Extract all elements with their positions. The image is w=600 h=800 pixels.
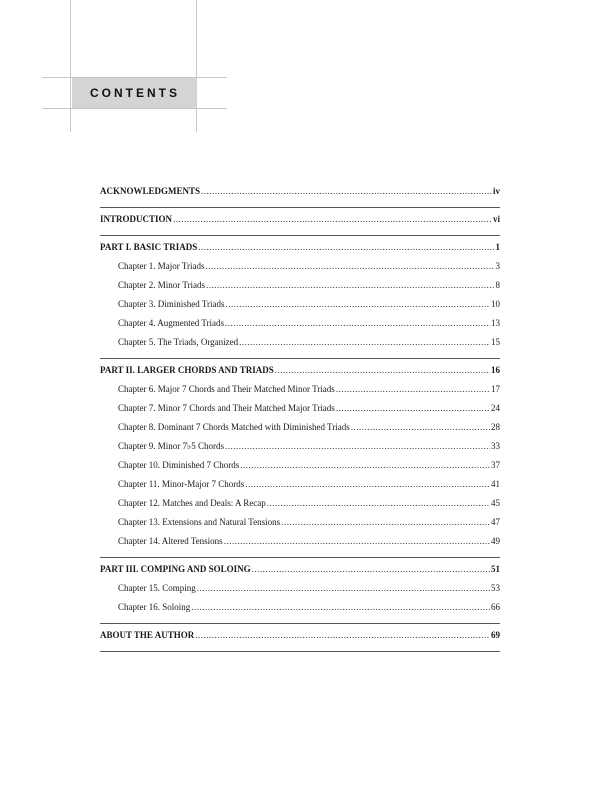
toc-chapter-entry[interactable] bbox=[100, 318, 500, 337]
dot-leader bbox=[206, 261, 495, 271]
toc-entry-label: Chapter 8. Dominant 7 Chords Matched with Diminished Triads bbox=[118, 422, 350, 432]
toc-entry-label: Chapter 5. The Triads, Organized bbox=[118, 337, 239, 347]
toc-section bbox=[100, 630, 500, 652]
toc-chapter-entry[interactable] bbox=[100, 479, 500, 498]
dot-leader bbox=[281, 517, 490, 527]
dot-leader bbox=[275, 365, 490, 375]
dot-leader bbox=[245, 479, 490, 489]
dot-leader bbox=[173, 214, 492, 224]
toc-entry-label: INTRODUCTION bbox=[100, 214, 173, 224]
dot-leader bbox=[225, 441, 490, 451]
toc-entry-page-number: 16 bbox=[491, 365, 500, 375]
toc-chapter-entry[interactable] bbox=[100, 299, 500, 318]
toc-chapter-entry[interactable] bbox=[100, 583, 500, 602]
toc-entry-page-number: 66 bbox=[491, 602, 500, 612]
toc-entry-page-number: 47 bbox=[491, 517, 500, 527]
toc-section bbox=[100, 186, 500, 208]
toc-entry-page-number: 10 bbox=[491, 299, 500, 309]
toc-entry-label: Chapter 13. Extensions and Natural Tensions bbox=[118, 517, 281, 527]
toc-chapter-entry[interactable] bbox=[100, 403, 500, 422]
dot-leader bbox=[198, 242, 494, 252]
toc-entry-page-number: 1 bbox=[495, 242, 500, 252]
dot-leader bbox=[224, 536, 490, 546]
toc-entry-label: Chapter 4. Augmented Triads bbox=[118, 318, 224, 328]
crop-line-vertical-1 bbox=[70, 0, 71, 132]
toc-entry-label: ABOUT THE AUTHOR bbox=[100, 630, 195, 640]
toc-entry-label: PART III. COMPING AND SOLOING bbox=[100, 564, 251, 574]
toc-entry-page-number: 24 bbox=[491, 403, 500, 413]
dot-leader bbox=[201, 186, 492, 196]
toc-chapter-entry[interactable] bbox=[100, 536, 500, 555]
dot-leader bbox=[226, 299, 490, 309]
toc-entry-label: Chapter 11. Minor-Major 7 Chords bbox=[118, 479, 245, 489]
toc-part-entry[interactable] bbox=[100, 214, 500, 233]
toc-section bbox=[100, 564, 500, 624]
crop-line-horizontal-2 bbox=[42, 108, 227, 109]
toc-entry-page-number: 53 bbox=[491, 583, 500, 593]
toc-entry-label: Chapter 16. Soloing bbox=[118, 602, 191, 612]
toc-section bbox=[100, 242, 500, 359]
dot-leader bbox=[267, 498, 490, 508]
toc-entry-page-number: 37 bbox=[491, 460, 500, 470]
toc-part-entry[interactable] bbox=[100, 365, 500, 384]
toc-part-entry[interactable] bbox=[100, 564, 500, 583]
toc-chapter-entry[interactable] bbox=[100, 498, 500, 517]
toc-chapter-entry[interactable] bbox=[100, 384, 500, 403]
dot-leader bbox=[239, 337, 490, 347]
toc-entry-page-number: vi bbox=[492, 214, 500, 224]
toc-entry-label: Chapter 14. Altered Tensions bbox=[118, 536, 223, 546]
toc-entry-label: PART I. BASIC TRIADS bbox=[100, 242, 198, 252]
toc-chapter-entry[interactable] bbox=[100, 602, 500, 621]
dot-leader bbox=[240, 460, 490, 470]
dot-leader bbox=[206, 280, 494, 290]
toc-chapter-entry[interactable] bbox=[100, 441, 500, 460]
toc-chapter-entry[interactable] bbox=[100, 460, 500, 479]
toc-entry-page-number: 3 bbox=[495, 261, 500, 271]
toc-entry-label: Chapter 1. Major Triads bbox=[118, 261, 205, 271]
crop-line-vertical-2 bbox=[196, 0, 197, 132]
dot-leader bbox=[336, 384, 490, 394]
toc-chapter-entry[interactable] bbox=[100, 280, 500, 299]
toc-entry-page-number: 45 bbox=[491, 498, 500, 508]
toc-entry-label: Chapter 15. Comping bbox=[118, 583, 196, 593]
page-title: CONTENTS bbox=[90, 86, 180, 100]
toc-entry-label: Chapter 2. Minor Triads bbox=[118, 280, 206, 290]
table-of-contents bbox=[100, 186, 500, 658]
toc-entry-label: Chapter 9. Minor 7♭5 Chords bbox=[118, 441, 224, 451]
toc-entry-label: Chapter 10. Diminished 7 Chords bbox=[118, 460, 240, 470]
toc-entry-label: PART II. LARGER CHORDS AND TRIADS bbox=[100, 365, 274, 375]
dot-leader bbox=[351, 422, 490, 432]
toc-entry-page-number: 69 bbox=[491, 630, 500, 640]
toc-chapter-entry[interactable] bbox=[100, 337, 500, 356]
toc-entry-page-number: 8 bbox=[495, 280, 500, 290]
toc-part-entry[interactable] bbox=[100, 630, 500, 649]
toc-part-entry[interactable] bbox=[100, 186, 500, 205]
dot-leader bbox=[191, 602, 490, 612]
toc-entry-page-number: iv bbox=[492, 186, 500, 196]
toc-entry-page-number: 41 bbox=[491, 479, 500, 489]
dot-leader bbox=[225, 318, 490, 328]
toc-section bbox=[100, 214, 500, 236]
toc-entry-label: Chapter 3. Diminished Triads bbox=[118, 299, 225, 309]
toc-chapter-entry[interactable] bbox=[100, 422, 500, 441]
toc-entry-page-number: 28 bbox=[491, 422, 500, 432]
toc-entry-label: Chapter 12. Matches and Deals: A Recap bbox=[118, 498, 266, 508]
toc-entry-label: Chapter 6. Major 7 Chords and Their Matched Minor Triads bbox=[118, 384, 335, 394]
toc-entry-page-number: 13 bbox=[491, 318, 500, 328]
toc-chapter-entry[interactable] bbox=[100, 517, 500, 536]
toc-chapter-entry[interactable] bbox=[100, 261, 500, 280]
dot-leader bbox=[197, 583, 490, 593]
toc-entry-label: Chapter 7. Minor 7 Chords and Their Matched Major Triads bbox=[118, 403, 335, 413]
toc-entry-page-number: 51 bbox=[491, 564, 500, 574]
toc-section bbox=[100, 365, 500, 558]
toc-entry-page-number: 17 bbox=[491, 384, 500, 394]
toc-entry-page-number: 49 bbox=[491, 536, 500, 546]
toc-entry-page-number: 15 bbox=[491, 337, 500, 347]
dot-leader bbox=[195, 630, 490, 640]
dot-leader bbox=[252, 564, 490, 574]
toc-entry-label: ACKNOWLEDGMENTS bbox=[100, 186, 201, 196]
dot-leader bbox=[336, 403, 490, 413]
toc-entry-page-number: 33 bbox=[491, 441, 500, 451]
toc-part-entry[interactable] bbox=[100, 242, 500, 261]
